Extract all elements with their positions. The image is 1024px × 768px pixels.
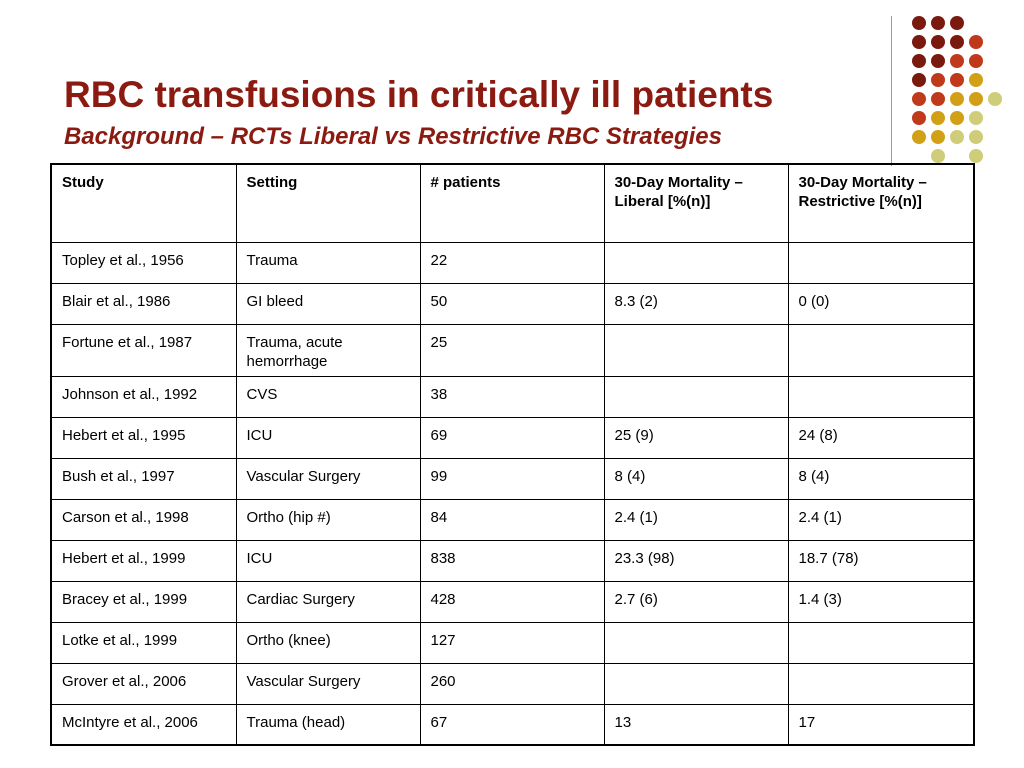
cell-setting: Ortho (knee) bbox=[236, 622, 420, 663]
header-mortality-restrictive: 30-Day Mortality – Restrictive [%(n)] bbox=[788, 164, 974, 242]
cell-patients: 69 bbox=[420, 417, 604, 458]
decorative-dot bbox=[969, 92, 983, 106]
cell-mortality-liberal: 2.7 (6) bbox=[604, 581, 788, 622]
cell-setting: Trauma bbox=[236, 242, 420, 283]
decorative-dot bbox=[912, 16, 926, 30]
cell-study: Lotke et al., 1999 bbox=[51, 622, 236, 663]
header-setting: Setting bbox=[236, 164, 420, 242]
cell-patients: 67 bbox=[420, 704, 604, 745]
cell-mortality-liberal: 23.3 (98) bbox=[604, 540, 788, 581]
decorative-dot bbox=[931, 54, 945, 68]
cell-mortality-restrictive bbox=[788, 376, 974, 417]
decorative-dot bbox=[950, 35, 964, 49]
cell-mortality-restrictive: 8 (4) bbox=[788, 458, 974, 499]
cell-study: Fortune et al., 1987 bbox=[51, 324, 236, 376]
decorative-dot bbox=[969, 73, 983, 87]
cell-patients: 99 bbox=[420, 458, 604, 499]
decorative-dot bbox=[969, 54, 983, 68]
decorative-dot bbox=[950, 16, 964, 30]
decorative-dot bbox=[912, 35, 926, 49]
cell-patients: 50 bbox=[420, 283, 604, 324]
decorative-dot bbox=[950, 54, 964, 68]
cell-patients: 84 bbox=[420, 499, 604, 540]
decorative-dot bbox=[950, 111, 964, 125]
header-mortality-liberal: 30-Day Mortality – Liberal [%(n)] bbox=[604, 164, 788, 242]
decorative-dot bbox=[931, 111, 945, 125]
table-row bbox=[51, 458, 974, 499]
cell-study: Hebert et al., 1999 bbox=[51, 540, 236, 581]
cell-setting: Trauma (head) bbox=[236, 704, 420, 745]
cell-mortality-liberal: 13 bbox=[604, 704, 788, 745]
cell-study: McIntyre et al., 2006 bbox=[51, 704, 236, 745]
cell-patients: 25 bbox=[420, 324, 604, 376]
decorative-dot bbox=[931, 149, 945, 163]
cell-study: Hebert et al., 1995 bbox=[51, 417, 236, 458]
cell-setting: ICU bbox=[236, 417, 420, 458]
table-row bbox=[51, 622, 974, 663]
table-row bbox=[51, 499, 974, 540]
cell-setting: GI bleed bbox=[236, 283, 420, 324]
decorative-dot bbox=[931, 130, 945, 144]
decorative-dot bbox=[950, 130, 964, 144]
cell-mortality-restrictive: 24 (8) bbox=[788, 417, 974, 458]
cell-mortality-restrictive: 2.4 (1) bbox=[788, 499, 974, 540]
header-patients: # patients bbox=[420, 164, 604, 242]
decorative-dot bbox=[988, 92, 1002, 106]
cell-patients: 127 bbox=[420, 622, 604, 663]
cell-setting: Ortho (hip #) bbox=[236, 499, 420, 540]
table-row bbox=[51, 540, 974, 581]
cell-mortality-liberal bbox=[604, 242, 788, 283]
slide-subtitle: Background – RCTs Liberal vs Restrictive RBC Strategies bbox=[64, 123, 722, 150]
cell-setting: ICU bbox=[236, 540, 420, 581]
cell-patients: 428 bbox=[420, 581, 604, 622]
cell-setting: CVS bbox=[236, 376, 420, 417]
decorative-dot bbox=[912, 54, 926, 68]
cell-setting: Vascular Surgery bbox=[236, 663, 420, 704]
cell-patients: 22 bbox=[420, 242, 604, 283]
cell-study: Topley et al., 1956 bbox=[51, 242, 236, 283]
table-row bbox=[51, 283, 974, 324]
decorative-dot bbox=[969, 149, 983, 163]
slide-title: RBC transfusions in critically ill patients bbox=[64, 74, 774, 115]
cell-mortality-restrictive bbox=[788, 622, 974, 663]
cell-mortality-liberal bbox=[604, 663, 788, 704]
decorative-dot bbox=[912, 73, 926, 87]
cell-patients: 38 bbox=[420, 376, 604, 417]
cell-mortality-liberal bbox=[604, 324, 788, 376]
table-row bbox=[51, 242, 974, 283]
decorative-dot bbox=[912, 92, 926, 106]
table-header-row bbox=[51, 164, 974, 242]
cell-patients: 838 bbox=[420, 540, 604, 581]
cell-mortality-liberal: 8 (4) bbox=[604, 458, 788, 499]
table-row bbox=[51, 581, 974, 622]
decorative-dot bbox=[969, 111, 983, 125]
decorative-dot bbox=[931, 92, 945, 106]
cell-mortality-restrictive: 0 (0) bbox=[788, 283, 974, 324]
cell-setting: Cardiac Surgery bbox=[236, 581, 420, 622]
cell-setting: Vascular Surgery bbox=[236, 458, 420, 499]
cell-study: Bracey et al., 1999 bbox=[51, 581, 236, 622]
cell-study: Blair et al., 1986 bbox=[51, 283, 236, 324]
cell-mortality-restrictive bbox=[788, 663, 974, 704]
table-row bbox=[51, 376, 974, 417]
rct-table bbox=[50, 163, 975, 746]
cell-mortality-restrictive bbox=[788, 242, 974, 283]
cell-study: Carson et al., 1998 bbox=[51, 499, 236, 540]
decorative-dot bbox=[969, 130, 983, 144]
cell-mortality-restrictive bbox=[788, 324, 974, 376]
cell-mortality-liberal: 2.4 (1) bbox=[604, 499, 788, 540]
table-row bbox=[51, 663, 974, 704]
decorative-dot bbox=[931, 35, 945, 49]
table-row bbox=[51, 417, 974, 458]
header-study: Study bbox=[51, 164, 236, 242]
cell-mortality-restrictive: 17 bbox=[788, 704, 974, 745]
cell-mortality-restrictive: 18.7 (78) bbox=[788, 540, 974, 581]
decorative-dot bbox=[931, 16, 945, 30]
cell-mortality-liberal bbox=[604, 376, 788, 417]
cell-mortality-liberal: 25 (9) bbox=[604, 417, 788, 458]
cell-study: Bush et al., 1997 bbox=[51, 458, 236, 499]
cell-study: Grover et al., 2006 bbox=[51, 663, 236, 704]
cell-patients: 260 bbox=[420, 663, 604, 704]
decorative-dot bbox=[931, 73, 945, 87]
decorative-dot bbox=[912, 111, 926, 125]
cell-setting: Trauma, acute hemorrhage bbox=[236, 324, 420, 376]
cell-mortality-liberal bbox=[604, 622, 788, 663]
decorative-dot bbox=[950, 92, 964, 106]
table-row bbox=[51, 704, 974, 745]
decorative-dot bbox=[950, 73, 964, 87]
cell-mortality-restrictive: 1.4 (3) bbox=[788, 581, 974, 622]
cell-study: Johnson et al., 1992 bbox=[51, 376, 236, 417]
cell-mortality-liberal: 8.3 (2) bbox=[604, 283, 788, 324]
table-row bbox=[51, 324, 974, 376]
divider-line bbox=[891, 16, 892, 166]
decorative-dot bbox=[912, 130, 926, 144]
decorative-dot bbox=[969, 35, 983, 49]
